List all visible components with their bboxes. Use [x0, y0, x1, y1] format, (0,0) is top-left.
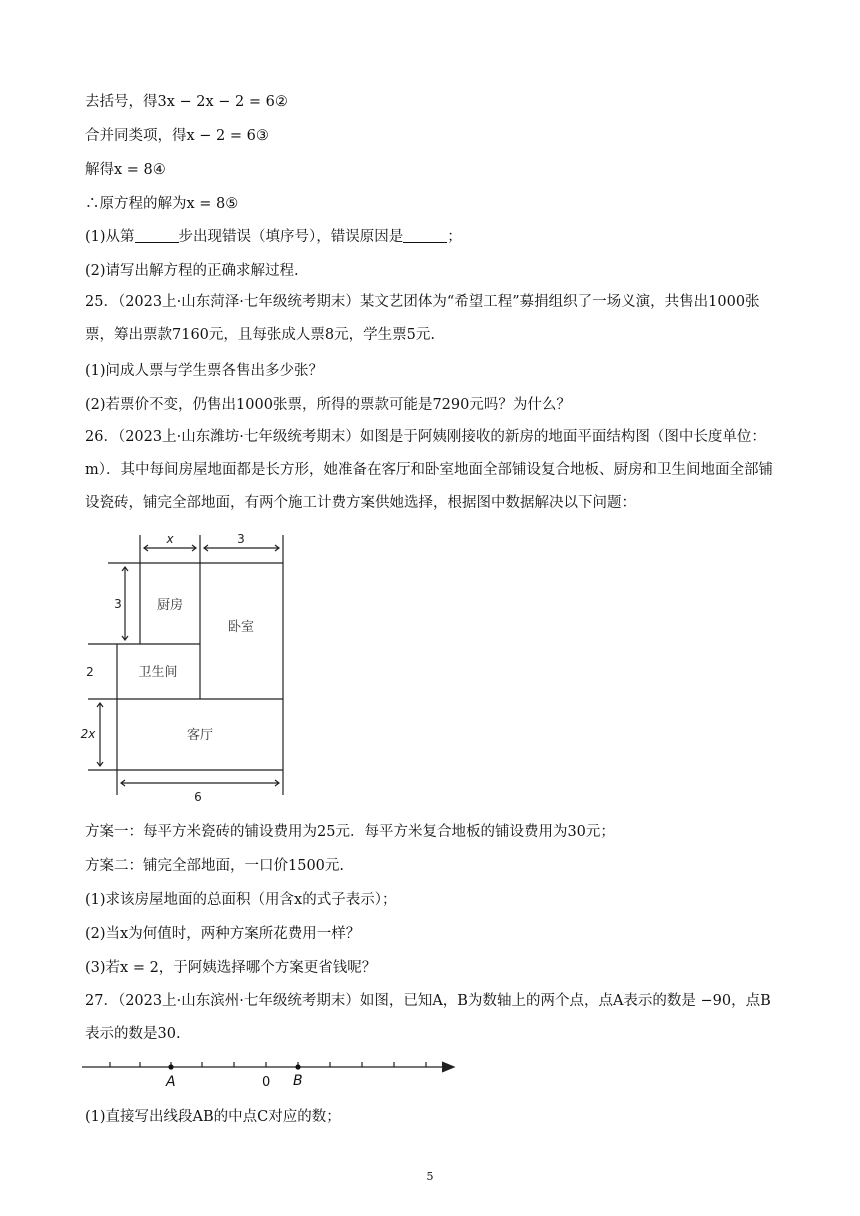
- point-a-label: A: [166, 1074, 176, 1090]
- q24-part1-prefix: (1)从第: [85, 229, 135, 245]
- answer-blank-2[interactable]: [403, 228, 447, 243]
- q27-title: 27．（2023上·山东滨州·七年级统考期末）如图，已知A，B为数轴上的两个点，点A表示的数是 −90，点B表示的数是30.: [85, 993, 771, 1042]
- q27-part1: (1)直接写出线段AB的中点C对应的数；: [85, 1109, 341, 1125]
- q25-part1: (1)问成人票与学生票各售出多少张？: [85, 363, 324, 379]
- dim-label-2x: 2x: [80, 727, 96, 741]
- point-b-label: B: [293, 1073, 303, 1089]
- q26-title: 26．（2023上·山东潍坊·七年级统考期末）如图是于阿姨刚接收的新房的地面平面结构图（图中长度单位：m）．其中每间房屋地面都是长方形，她准备在客厅和卧室地面全部铺设复合地板、厨房和卫生间地面全部铺设瓷砖，铺完全部地面，有两个施工计费方案供她选择，根据图中数据解决以下问题：: [85, 429, 773, 511]
- page-number: 5: [426, 1170, 434, 1183]
- origin-label: 0: [262, 1075, 271, 1090]
- q24-part1-middle: 步出现错误（填序号），错误原因是: [178, 229, 404, 245]
- q24-part1: [85, 227, 462, 247]
- step-5-line: ∴原方程的解为x = 8⑤: [85, 196, 239, 212]
- q24-part1-end: ；: [447, 229, 462, 245]
- q25-title: 25．（2023上·山东菏泽·七年级统考期末）某文艺团体为“希望工程”募捐组织了一场义演，共售出1000张票，筹出票款7160元，且每张成人票8元，学生票5元.: [85, 294, 760, 343]
- step-3-line: 合并同类项，得x − 2 = 6③: [85, 128, 269, 144]
- answer-blank-1[interactable]: [135, 228, 179, 243]
- number-line-figure: [80, 1055, 465, 1095]
- point-a-dot: [168, 1064, 173, 1069]
- room-living-room: 客厅: [186, 728, 214, 743]
- dim-label-3-left: 3: [114, 597, 122, 611]
- dim-label-3-top: 3: [237, 532, 245, 546]
- floor-plan-figure: [70, 525, 300, 810]
- q26-plan1: 方案一：每平方米瓷砖的铺设费用为25元．每平方米复合地板的铺设费用为30元；: [85, 824, 615, 840]
- dim-label-6: 6: [194, 790, 202, 804]
- q26-part2: (2)当x为何值时，两种方案所花费用一样？: [85, 926, 361, 942]
- q24-part2: (2)请写出解方程的正确求解过程.: [85, 263, 299, 279]
- q26-plan2: 方案二：铺完全部地面，一口价1500元.: [85, 858, 345, 874]
- room-bathroom: 卫生间: [138, 665, 178, 680]
- step-2-line: 去括号，得3x − 2x − 2 = 6②: [85, 94, 288, 110]
- point-b-dot: [295, 1064, 300, 1069]
- room-bedroom: 卧室: [227, 620, 255, 635]
- q26-part3: (3)若x = 2，于阿姨选择哪个方案更省钱呢？: [85, 960, 377, 976]
- dim-label-x: x: [166, 532, 174, 546]
- step-4-line: 解得x = 8④: [85, 162, 166, 178]
- dim-label-2: 2: [86, 665, 94, 679]
- q25-part2: (2)若票价不变，仍售出1000张票，所得的票款可能是7290元吗？为什么？: [85, 397, 571, 413]
- q26-part1: (1)求该房屋地面的总面积（用含x的式子表示）；: [85, 892, 397, 908]
- room-kitchen: 厨房: [156, 598, 184, 613]
